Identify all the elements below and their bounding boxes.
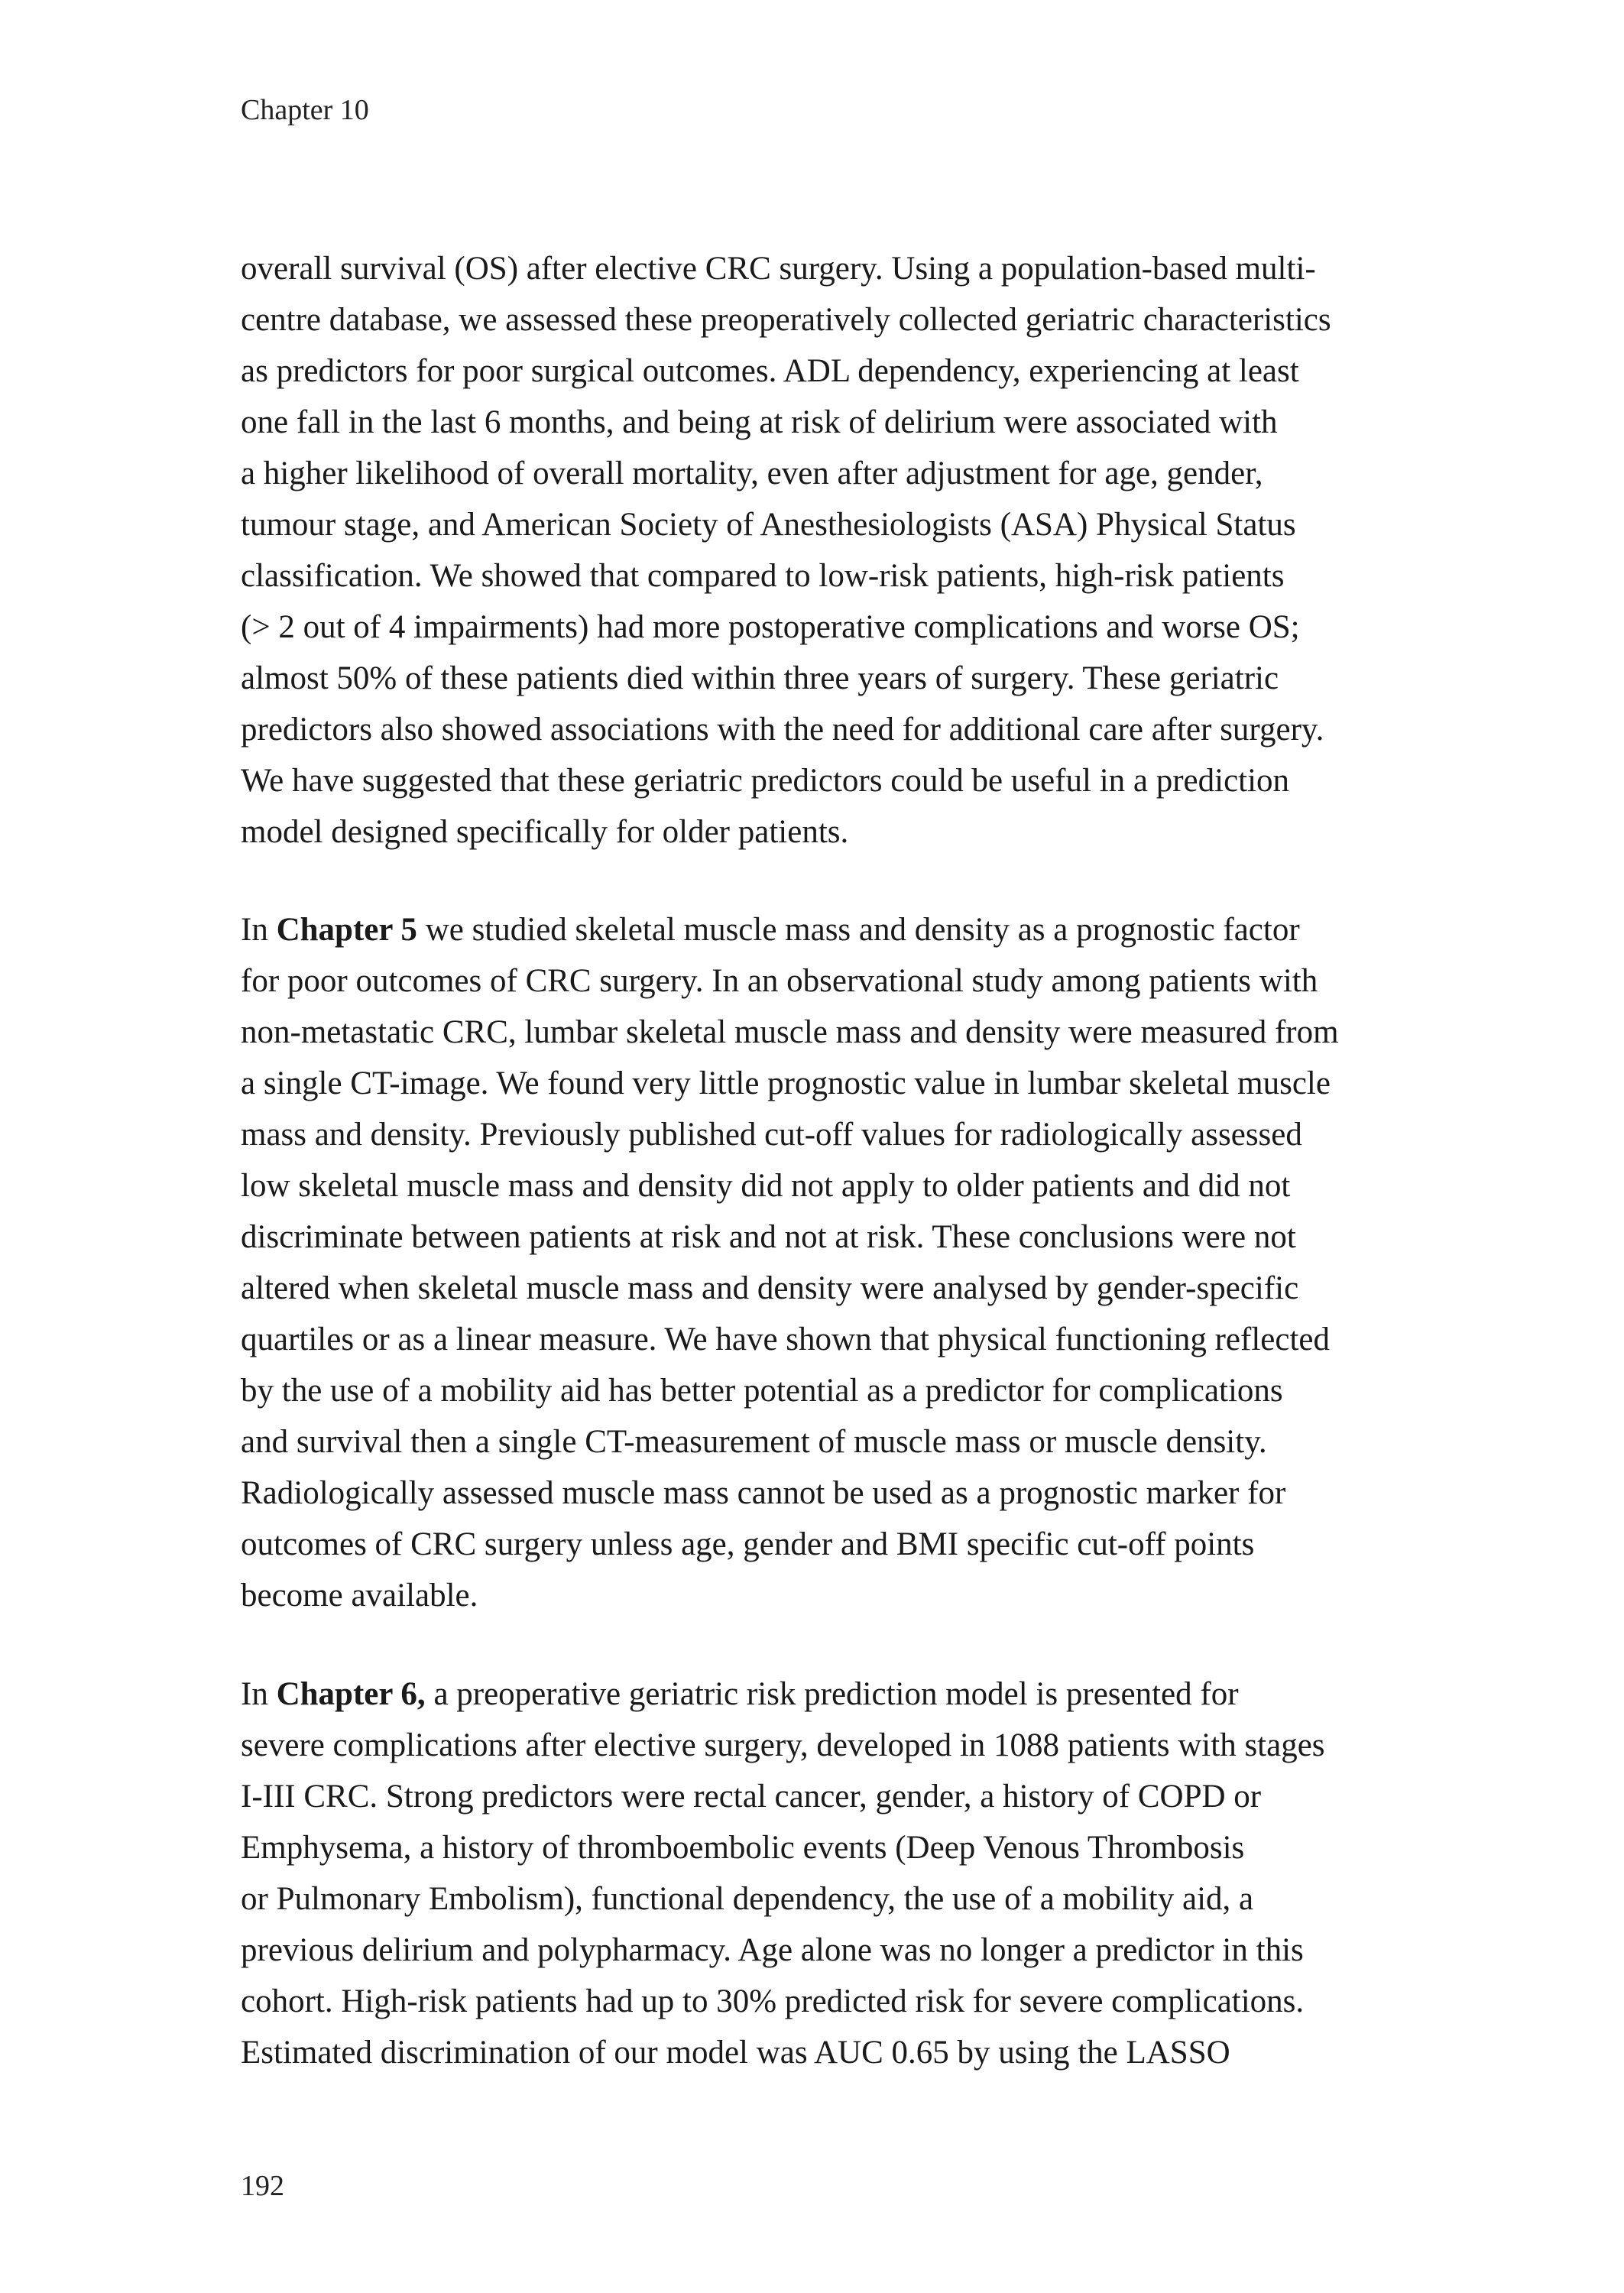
text-line: a higher likelihood of overall mortality, even after adjustment for age, gender, — [241, 456, 1263, 491]
text-line: Emphysema, a history of thromboembolic events (Deep Venous Thrombosis — [241, 1830, 1245, 1866]
lead-prefix: In — [241, 912, 277, 948]
paragraph-chapter-6 — [241, 1669, 1399, 2078]
text-line-first — [241, 1669, 1399, 1720]
text-line: almost 50% of these patients died within three years of surgery. These geriatric — [241, 660, 1279, 696]
text-line: discriminate between patients at risk and not at risk. These conclusions were not — [241, 1219, 1296, 1255]
text-line: tumour stage, and American Society of Anesthesiologists (ASA) Physical Status — [241, 507, 1296, 543]
text-line: as predictors for poor surgical outcomes. ADL dependency, experiencing at least — [241, 353, 1299, 389]
text-line: I-III CRC. Strong predictors were rectal cancer, gender, a history of COPD or — [241, 1779, 1262, 1815]
running-head: Chapter 10 — [241, 94, 369, 126]
text-line: altered when skeletal muscle mass and density were analysed by gender-specific — [241, 1270, 1299, 1306]
text-line: a single CT-image. We found very little prognostic value in lumbar skeletal muscle — [241, 1065, 1331, 1101]
text-line: and survival then a single CT-measurement of muscle mass or muscle density. — [241, 1424, 1267, 1460]
text-line: outcomes of CRC surgery unless age, gender and BMI specific cut-off points — [241, 1526, 1255, 1562]
text-line: by the use of a mobility aid has better potential as a predictor for complications — [241, 1373, 1283, 1409]
text-line: one fall in the last 6 months, and being at risk of delirium were associated with — [241, 404, 1278, 440]
text-line: Estimated discrimination of our model was AUC 0.65 by using the LASSO — [241, 2035, 1230, 2071]
text-line: quartiles or as a linear measure. We have shown that physical functioning reflected — [241, 1322, 1330, 1357]
text-line: cohort. High-risk patients had up to 30% predicted risk for severe complications. — [241, 1983, 1305, 2019]
text-line: overall survival (OS) after elective CRC surgery. Using a population-based multi- — [241, 251, 1316, 287]
text-line: or Pulmonary Embolism), functional dependency, the use of a mobility aid, a — [241, 1881, 1254, 1917]
text-line: classification. We showed that compared to low-risk patients, high-risk patients — [241, 558, 1285, 594]
text-line: predictors also showed associations with the need for additional care after surgery. — [241, 712, 1324, 748]
paragraph-os-geriatric-predictors — [241, 243, 1399, 858]
page-number: 192 — [241, 2170, 284, 2202]
text-line: previous delirium and polypharmacy. Age alone was no longer a predictor in this — [241, 1932, 1304, 1968]
text-line: Radiologically assessed muscle mass cannot be used as a prognostic marker for — [241, 1475, 1286, 1511]
text-line: for poor outcomes of CRC surgery. In an observational study among patients with — [241, 963, 1318, 999]
text-line: model designed specifically for older patients. — [241, 814, 849, 850]
text-line: non-metastatic CRC, lumbar skeletal muscle mass and density were measured from — [241, 1014, 1339, 1050]
paragraph-chapter-5 — [241, 904, 1399, 1621]
text-line: low skeletal muscle mass and density did not apply to older patients and did not — [241, 1168, 1291, 1204]
text-line: (> 2 out of 4 impairments) had more postoperative complications and worse OS; — [241, 609, 1300, 645]
chapter-reference: Chapter 5 — [276, 912, 417, 948]
text-line: become available. — [241, 1578, 478, 1614]
text-line: mass and density. Previously published cut-off values for radiologically assessed — [241, 1117, 1302, 1153]
first-line-rest: we studied skeletal muscle mass and density as a prognostic factor — [417, 912, 1300, 948]
text-line: centre database, we assessed these preoperatively collected geriatric characteristics — [241, 302, 1331, 338]
text-line-first — [241, 904, 1399, 955]
text-line: severe complications after elective surgery, developed in 1088 patients with stages — [241, 1727, 1325, 1763]
lead-prefix: In — [241, 1676, 277, 1712]
chapter-reference: Chapter 6, — [276, 1676, 426, 1712]
text-line: We have suggested that these geriatric predictors could be useful in a prediction — [241, 763, 1290, 799]
first-line-rest: a preoperative geriatric risk prediction model is presented for — [425, 1676, 1239, 1712]
